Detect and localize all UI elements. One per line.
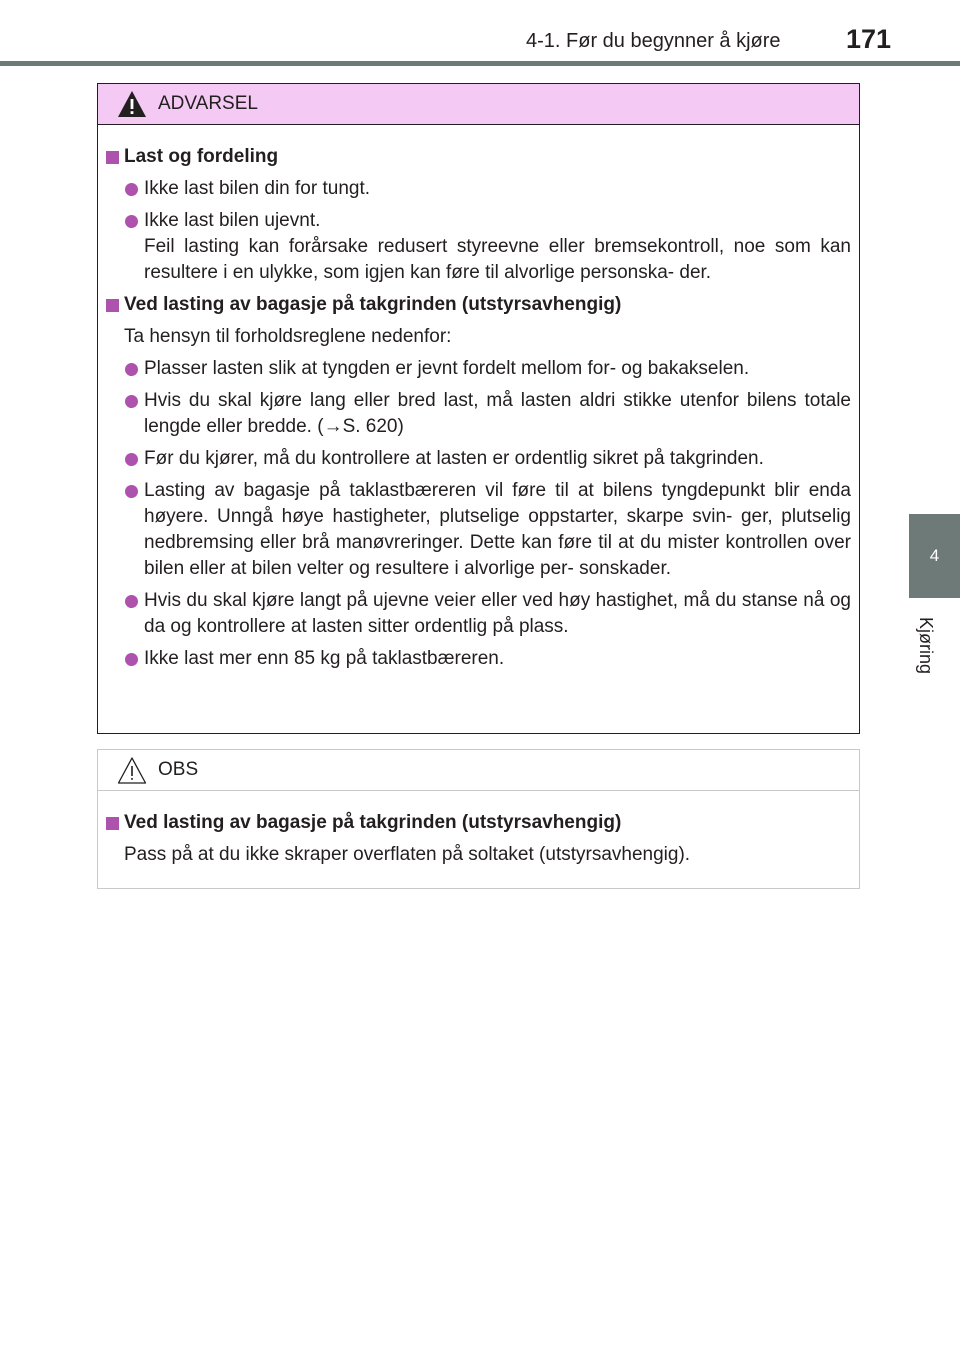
list-item: Før du kjører, må du kontrollere at lasten er ordentlig sikret på takgrinden. <box>106 446 851 472</box>
warning-box <box>97 83 860 734</box>
list-item: Ikke last bilen din for tungt. <box>106 176 851 202</box>
chapter-tab[interactable] <box>909 514 960 598</box>
section-title: Ved lasting av bagasje på takgrinden (utstyrsavhengig) <box>106 292 851 318</box>
round-bullet-icon <box>125 653 138 666</box>
round-bullet-icon <box>125 183 138 196</box>
list-item: Ikke last bilen ujevnt. Feil lasting kan forårsake redusert styreevne eller bremsekontroll, noe som kan resultere i en ulykke, som igjen kan føre til alvorlige personska- der. <box>106 208 851 286</box>
notice-box-title: OBS <box>158 759 199 780</box>
list-item: Lasting av bagasje på taklastbæreren vil føre til at bilens tyngdepunkt blir enda høyere. Unngå høye hastigheter, plutselige oppstarter, skarpe svin- ger, plutselig nedbremsing eller brå manøvreringer. Dette kan føre til at du mister kontrollen over bilen eller at bilen velter og resultere i alvorlige per- sonskader. <box>106 478 851 582</box>
warning-box-body <box>98 125 859 672</box>
square-bullet-icon <box>106 817 119 830</box>
notice-box <box>97 749 860 889</box>
round-bullet-icon <box>125 215 138 228</box>
round-bullet-icon <box>125 595 138 608</box>
list-item: Ikke last mer enn 85 kg på taklastbæreren. <box>106 646 851 672</box>
warning-box-title: ADVARSEL <box>158 93 258 114</box>
round-bullet-icon <box>125 453 138 466</box>
square-bullet-icon <box>106 299 119 312</box>
list-item: Plasser lasten slik at tyngden er jevnt fordelt mellom for- og bakakselen. <box>106 356 851 382</box>
chapter-tab-number: 4 <box>929 546 940 565</box>
notice-box-body <box>98 791 859 868</box>
warning-box-header <box>98 84 859 125</box>
chapter-label-text: Kjøring <box>915 616 936 674</box>
round-bullet-icon <box>125 395 138 408</box>
section-intro: Ta hensyn til forholdsreglene nedenfor: <box>124 326 452 347</box>
notice-box-header <box>98 750 859 791</box>
list-item: Hvis du skal kjøre langt på ujevne veier eller ved høy hastighet, må du stanse nå og da og kontrollere at lasten sitter ordentlig på plass. <box>106 588 851 640</box>
round-bullet-icon <box>125 485 138 498</box>
chapter-label <box>900 600 950 690</box>
list-item: Hvis du skal kjøre lang eller bred last, må lasten aldri stikke utenfor bilens totale lengde eller bredde. (→S. 620) <box>106 388 851 440</box>
warning-triangle-outline-icon <box>116 755 148 785</box>
section-text: Pass på at du ikke skraper overflaten på soltaket (utstyrsavhengig). <box>124 844 691 865</box>
list-item-detail: Feil lasting kan forårsake redusert styreevne eller bremsekontroll, noe som kan resultere i en ulykke, som igjen kan føre til alvorlige personska- der. <box>144 236 851 283</box>
section-title: Ved lasting av bagasje på takgrinden (utstyrsavhengig) <box>106 810 851 836</box>
header-section-title: 4-1. Før du begynner å kjøre <box>526 30 781 52</box>
header-rule <box>0 61 960 66</box>
section-title: Last og fordeling <box>106 144 851 170</box>
round-bullet-icon <box>125 363 138 376</box>
page-number: 171 <box>846 24 892 54</box>
warning-triangle-filled-icon <box>116 89 148 119</box>
square-bullet-icon <box>106 151 119 164</box>
